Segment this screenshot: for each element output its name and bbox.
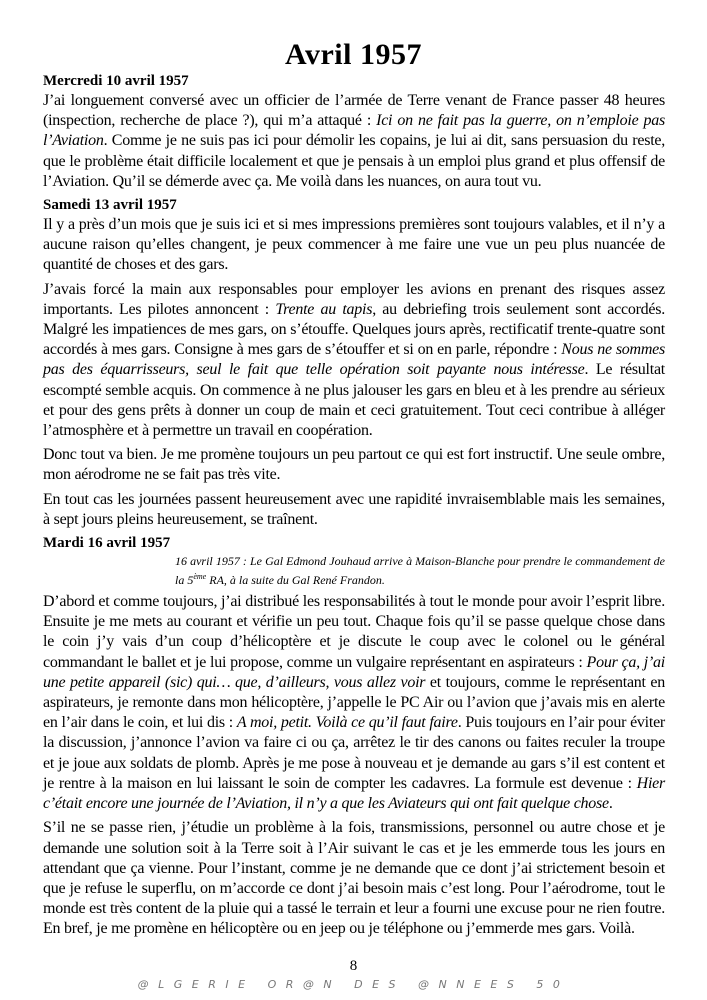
entry-paragraph <box>43 490 665 530</box>
paragraph-text: D’abord et comme toujours, j’ai distribué les responsabilités à tout le monde pour avoir l’esprit libre. Ensuite je me mets au courant et vérifie un peu tout. Chaque fois qu’il se passe quelque chose dans le coin j’y vais d’un coup d’hélicoptère et je discute le coup avec le colonel ou le général commandant le ballet et je lui propose, comme un vulgaire représentant en aspirateurs : <box>43 593 665 671</box>
entry-paragraph <box>43 91 665 192</box>
entry-paragraph <box>43 818 665 939</box>
historical-note <box>175 554 665 588</box>
entry-paragraph <box>43 592 665 814</box>
note-text: 16 avril 1957 : Le Gal Edmond Jouhaud arrive à Maison-Blanche pour prendre le commandement de la 5 <box>175 554 665 588</box>
paragraph-text: Il y a près d’un mois que je suis ici et si mes impressions premières sont toujours valables, et il n’y a aucune raison qu’elles changent, je peux commencer à me faire une vue un peu plus nuancée de quantité de choses et des gars. <box>43 216 665 274</box>
italic-quote: Ici on ne fait pas la guerre, on n’emploie pas l’Aviation <box>43 112 666 150</box>
italic-quote: A moi, petit. Voilà ce qu’il faut faire <box>236 714 458 732</box>
paragraph-text: Donc tout va bien. Je me promène toujours un peu partout ce qui est fort instructif. Une seule ombre, mon aérodrome ne se fait pas très vite. <box>43 446 665 484</box>
italic-quote: Nous ne sommes pas des équarrisseurs, seul le fait que telle opération soit payante nous intéresse <box>43 341 665 379</box>
paragraph-text: S’il ne se passe rien, j’étudie un problème à la fois, transmissions, personnel ou autre chose et je demande une solution soit à la Terre soit à l’Air suivant le cas et je les emmerde tous les jours en attendant que ça vienne. Pour l’instant, comme je ne demande que ce dont j’ai strictement besoin et que je refuse le superflu, on m’accorde ce dont j’ai besoin mais c’est long. Pour l’aérodrome, tout le monde est très content de la pluie qui a tassé le terrain et leur a fourni une excuse pour ne rien foutre. En bref, je me promène en hélicoptère ou en jeep ou je téléphone ou j’emmerde mes gars. Voilà. <box>43 819 665 938</box>
paragraph-text: , au debriefing trois seulement sont accordés. Malgré les impatiences de mes gars, on s’étouffe. Quelques jours après, rectificatif trente-quatre sont accordés à mes gars. Consigne à mes gars de s’étouffer et si on en parle, répondre : <box>43 300 666 359</box>
paragraph-text: En tout cas les journées passent heureusement avec une rapidité invraisemblable mais les semaines, à sept jours pleins heureusement, se traînent. <box>43 490 665 528</box>
journal-content <box>43 72 665 944</box>
page-title: Avril 1957 <box>285 38 422 71</box>
note-text: RA, à la suite du Gal René Frandon. <box>206 573 385 588</box>
entry-date: Mercredi 10 avril 1957 <box>43 73 189 89</box>
entry-paragraph <box>43 215 665 276</box>
paragraph-text: et toujours, comme le représentant en aspirateurs, je remonte dans mon hélicoptère, j’appelle le PC Air ou l’avion que j’avais mis en alerte en l’air dans le coin, et lui dis : <box>43 673 665 732</box>
entry-paragraph <box>43 280 665 442</box>
paragraph-text: . Comme je ne suis pas ici pour démolir les copains, je lui ai dit, sans persuasion du reste, que le problème était difficile localement et que je pensais à un emploi plus grand et plus offensif de l’Aviation. Qu’il se démerde avec ça. Me voilà dans les nuances, on aura tout vu. <box>43 132 665 190</box>
italic-quote: Pour ça, j’ai une petite appareil (sic) qui… que, d’ailleurs, vous allez voir <box>43 653 665 691</box>
paragraph-text: . Le résultat escompté semble acquis. On commence à ne plus jalouser les gars en bleu et à les prendre au sérieux et pour des gens prêts à donner un coup de main et ceci gratuitement. Tout ceci contribue à alléger l’atmosphère et à permettre un travail en coopération. <box>43 361 665 440</box>
footer-text: @LGERIE OR@N DES @NNEES 50 <box>137 978 570 991</box>
entry-date: Samedi 13 avril 1957 <box>43 197 177 214</box>
entry-paragraph <box>43 445 665 485</box>
entry-date: Mardi 16 avril 1957 <box>43 535 171 552</box>
paragraph-text: J’ai longuement conversé avec un officier de l’armée de Terre venant de France passer 48 heures (inspection, recherche de place ?), qui m’a attaqué : <box>43 92 665 130</box>
paragraph-text: . <box>608 795 613 813</box>
italic-quote: Hier c’était encore une journée de l’Aviation, il n’y a que les Aviateurs qui ont fait quelque chose <box>43 774 665 813</box>
italic-quote: Trente au tapis <box>275 300 373 318</box>
paragraph-text: . Puis toujours en l’air pour éviter la discussion, j’annonce l’avion va faire ci ou ça, arrêtez le tir des canons ou faites reculer la troupe et je joue aux soldats de plomb. Après je me pose à nouveau et je demande au gars s’il est content et je rentre à la maison en lui laissant le soin de compter les cadavres. La formule est devenue : <box>43 714 665 792</box>
note-superscript: ème <box>193 572 207 582</box>
page-number: 8 <box>349 958 358 974</box>
paragraph-text: J’avais forcé la main aux responsables pour employer les avions en prenant des risques assez importants. Les pilotes annoncent : <box>43 280 665 318</box>
